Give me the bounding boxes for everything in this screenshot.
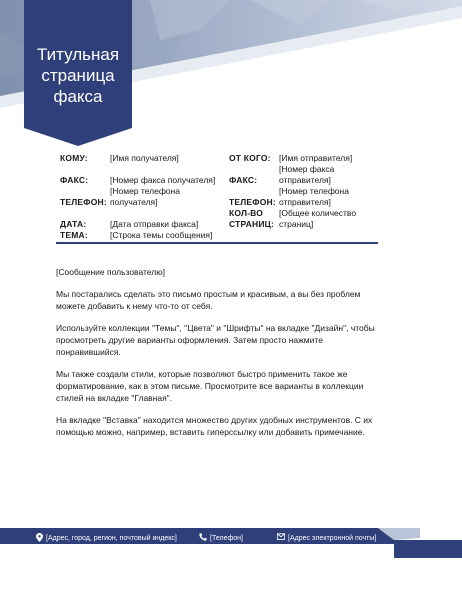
phone-icon [199, 533, 207, 543]
pages-value-line-1: [Общее количество [279, 208, 357, 218]
location-pin-icon [36, 533, 43, 544]
from-label: ОТ КОГО: [229, 153, 271, 163]
from-phone-value-line-2: отправителя] [279, 197, 331, 207]
to-value: [Имя получателя] [110, 153, 179, 163]
to-label: КОМУ: [60, 153, 88, 163]
header-divider [56, 242, 378, 244]
footer-address: [Адрес, город, регион, почтовый индекс] [46, 535, 177, 542]
pages-label-line-1: КОЛ-ВО [229, 208, 264, 218]
fax-label: ФАКС: [60, 175, 89, 185]
message-placeholder: [Сообщение пользователю] [56, 267, 165, 277]
pages-label-line-2: СТРАНИЦ: [229, 219, 275, 229]
footer-phone: [Телефон] [210, 535, 243, 542]
mail-icon [277, 533, 285, 542]
body-paragraph: Мы также создали стили, которые позволяют быстро применить такое же форматирование, как в этом письме. Просмотрите все варианты в коллекции стилей на вкладке "Главная". [56, 369, 364, 403]
subject-value: [Строка темы сообщения] [110, 230, 213, 240]
date-value: [Дата отправки факса] [110, 219, 199, 229]
title-line-1: Титульная [36, 45, 120, 64]
message-body [56, 266, 378, 448]
fax-value: [Номер факса получателя] [110, 175, 216, 185]
date-label: ДАТА: [60, 219, 87, 229]
page-title [24, 44, 132, 107]
body-paragraph: Мы постарались сделать это письмо простым и красивым, а вы без проблем можете добавить к нему что-то от себя. [56, 289, 361, 311]
footer-email: [Адрес электронной почты] [288, 535, 377, 542]
from-fax-label: ФАКС: [229, 175, 258, 185]
pages-value-line-2: страниц] [279, 219, 314, 229]
title-line-3: факса [53, 87, 103, 106]
footer-band [0, 528, 462, 558]
from-fax-value-line-2: отправителя] [279, 175, 331, 185]
phone-value-line-1: [Номер телефона [110, 186, 180, 196]
phone-label: ТЕЛЕФОН: [60, 197, 107, 207]
body-paragraph: На вкладке "Вставка" находится множество других удобных инструментов. С их помощью можно, например, вставить гиперссылку или добавить примечание. [56, 415, 373, 437]
body-paragraph: Используйте коллекции "Темы", "Цвета" и "Шрифты" на вкладке "Дизайн", чтобы просмотреть другие варианты оформления. Затем просто нажмите понравившийся. [56, 323, 375, 357]
from-fax-value-line-1: [Номер факса [279, 164, 335, 174]
subject-label: ТЕМА: [60, 230, 88, 240]
from-phone-value-line-1: [Номер телефона [279, 186, 349, 196]
from-value: [Имя отправителя] [279, 153, 353, 163]
phone-value-line-2: получателя] [110, 197, 158, 207]
title-line-2: страница [41, 66, 115, 85]
from-phone-label: ТЕЛЕФОН: [229, 197, 276, 207]
